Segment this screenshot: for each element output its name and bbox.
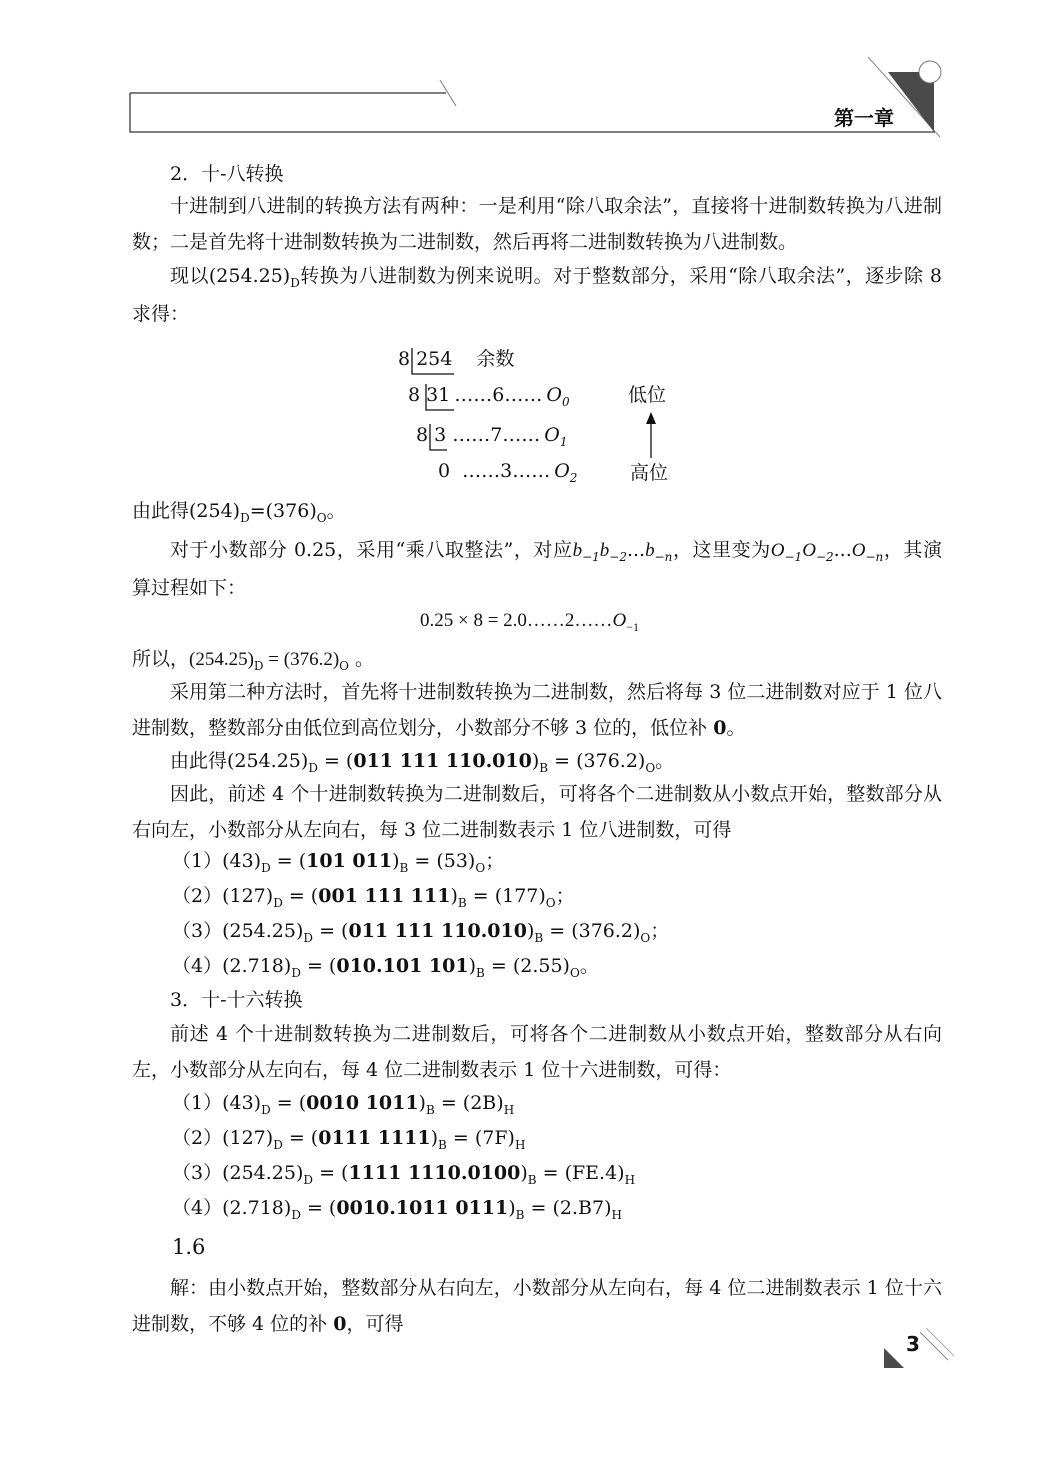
paragraph-1: 十进制到八进制的转换方法有两种：一是利用“除八取余法”，直接将十进制数转换为八进制数；二是首先将十进制数转换为二进制数，然后再将二进制数转换为八进制数。 — [132, 195, 942, 253]
paragraph-6: 采用第二种方法时，首先将十进制数转换为二进制数，然后将每 3 位二进制数对应于 1 位八进制数，整数部分由低位到高位划分，小数部分不够 3 位的，低位补 0。 — [132, 681, 942, 739]
paragraph-8: 因此，前述 4 个十进制数转换为二进制数后，可将各个二进制数从小数点开始，整数部分从右向左，小数部分从左向右，每 3 位二进制数表示 1 位八进制数，可得 — [132, 783, 942, 841]
octal-item-2: $(2)(127)_D = (001$ 111 $111)_B = (177)_O$； — [172, 885, 575, 910]
paragraph-7: 由此得$(254.25)_D = (011$ 111 $110.010)_B = (376.2)_O$。 — [170, 750, 675, 775]
division-row-1: 8 31 ……6…… $O_0$ — [408, 384, 570, 409]
division-row-3: 0 ……3…… $O_2$ — [438, 460, 578, 485]
octal-item-4: $(4)(2.718)_D = (010.101$ $101)_B = (2.55)_O$。 — [172, 955, 599, 980]
section-3-title: 3．十-十六转换 — [170, 989, 303, 1011]
division-row-2: 8 3 ……7…… $O_1$ — [416, 424, 568, 449]
section-2-title: 2．十-八转换 — [170, 163, 284, 185]
low-position-label: 低位 — [628, 384, 667, 406]
paragraph-9: 前述 4 个十进制数转换为二进制数后，可将各个二进制数从小数点开始，整数部分从右向左，小数部分从左向右，每 4 位二进制数表示 1 位十六进制数，可得： — [132, 1023, 942, 1081]
paragraph-10: 解：由小数点开始，整数部分从右向左，小数部分从左向右，每 4 位二进制数表示 1 位十六进制数，不够 4 位的补 0，可得 — [132, 1277, 942, 1335]
paragraph-5: 所以，$(254.25)_D = (376.2)_O$ 。 — [132, 648, 375, 673]
equation-1: $0.25 \times 8 = 2.0\dots\dots 2\dots\dots O_{-1}$ — [420, 610, 639, 634]
question-1-6-title: 1.6 — [172, 1235, 206, 1259]
hex-item-2: $(2)(127)_D = (0111$ $1111)_B = (7F)_H$ — [172, 1127, 526, 1152]
paragraph-2: 现以$(254.25)_D$转换为八进制数为例来说明。对于整数部分，采用“除八取余法”，逐步除 8 求得： — [132, 265, 942, 325]
page-number: 3 — [906, 1332, 920, 1356]
hex-item-3: $(3)(254.25)_D = (1111$ $1110.0100)_B = (FE.4)_H$ — [172, 1162, 636, 1187]
paragraph-4: 对于小数部分 0.25，采用“乘八取整法”，对应$b_{-1}b_{-2}...b_{-n}$，这里变为$O_{-1}O_{-2}...O_{-n}$，其演算过程如下： — [132, 539, 942, 599]
chapter-label: 第一章 — [834, 106, 894, 130]
high-position-label: 高位 — [630, 462, 669, 484]
hex-item-4: $(4)(2.718)_D = (0010.1011$ $0111)_B = (2.B7)_H$ — [172, 1197, 622, 1222]
division-row-0: 8 254 余数 — [398, 348, 515, 370]
octal-item-3: $(3)(254.25)_D = (011$ 111 $110.010)_B = (376.2)_O$； — [172, 920, 670, 945]
octal-item-1: $(1)(43)_D = (101$ $011)_B = (53)_O$； — [172, 850, 505, 875]
paragraph-3: 由此得$(254)_D=(376)_O$。 — [132, 500, 346, 525]
hex-item-1: $(1)(43)_D = (0010$ $1011)_B = (2B)_H$ — [172, 1092, 515, 1117]
